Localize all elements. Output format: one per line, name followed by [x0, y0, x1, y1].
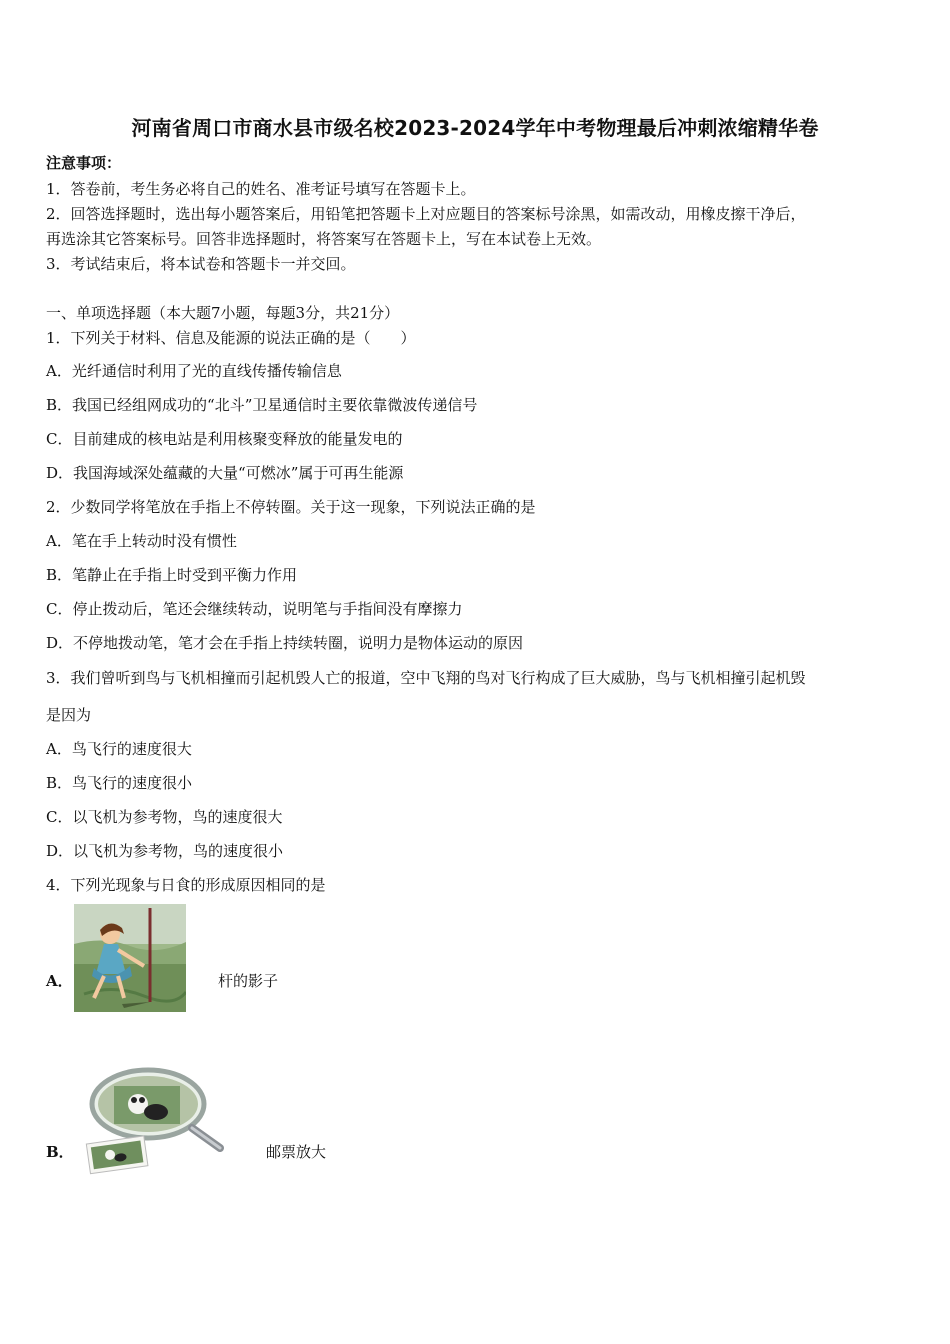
- option-caption: 邮票放大: [266, 1143, 327, 1161]
- option-item: C．目前建成的核电站是利用核聚变释放的能量发电的: [46, 430, 403, 448]
- notice-item: 3．考试结束后，将本试卷和答题卡一并交回。: [46, 255, 356, 273]
- page-title: 河南省周口市商水县市级名校2023-2024学年中考物理最后冲刺浓缩精华卷: [131, 116, 819, 140]
- option-item: C．以飞机为参考物，鸟的速度很大: [46, 808, 283, 826]
- girl-pole-shadow-image: [74, 904, 186, 1012]
- option-item: B．我国已经组网成功的“北斗”卫星通信时主要依靠微波传递信号: [46, 396, 478, 414]
- option-item: A．光纤通信时利用了光的直线传播传输信息: [46, 362, 342, 380]
- option-caption: 杆的影子: [218, 972, 279, 990]
- option-item: A．鸟飞行的速度很大: [46, 740, 192, 758]
- option-item: B．鸟飞行的速度很小: [46, 774, 193, 792]
- question-stem: 4．下列光现象与日食的形成原因相同的是: [46, 876, 326, 894]
- notice-item: 1．答卷前，考生务必将自己的姓名、准考证号填写在答题卡上。: [46, 180, 476, 198]
- question-stem: 2．少数同学将笔放在手指上不停转圈。关于这一现象，下列说法正确的是: [46, 498, 536, 516]
- option-item: B．笔静止在手指上时受到平衡力作用: [46, 566, 298, 584]
- notice-item: 2．回答选择题时，选出每小题答案后，用铅笔把答题卡上对应题目的答案标号涂黑，如需改动，用橡皮擦干净后，: [46, 205, 806, 223]
- section-heading: 一、单项选择题（本大题7小题，每题3分，共21分）: [46, 304, 400, 322]
- notice-heading: 注意事项：: [46, 154, 122, 172]
- option-item: D．以飞机为参考物，鸟的速度很小: [46, 842, 284, 860]
- notice-item: 再选涂其它答案标号。回答非选择题时，将答案写在答题卡上，写在本试卷上无效。: [46, 230, 602, 248]
- question-stem: 是因为: [46, 706, 92, 724]
- option-item: C．停止拨动后，笔还会继续转动，说明笔与手指间没有摩擦力: [46, 600, 463, 618]
- option-item: A．笔在手上转动时没有惯性: [46, 532, 237, 550]
- question-stem: 1．下列关于材料、信息及能源的说法正确的是（ ）: [46, 329, 416, 347]
- option-label: A．: [46, 972, 73, 990]
- magnifier-stamp-image: [80, 1064, 228, 1176]
- option-label: B．: [46, 1143, 74, 1161]
- option-item: D．我国海域深处蕴藏的大量“可燃冰”属于可再生能源: [46, 464, 404, 482]
- question-stem: 3．我们曾听到鸟与飞机相撞而引起机毁人亡的报道，空中飞翔的鸟对飞行构成了巨大威胁，鸟与飞机相撞引起机毁: [46, 669, 806, 687]
- option-item: D．不停地拨动笔，笔才会在手指上持续转圈，说明力是物体运动的原因: [46, 634, 524, 652]
